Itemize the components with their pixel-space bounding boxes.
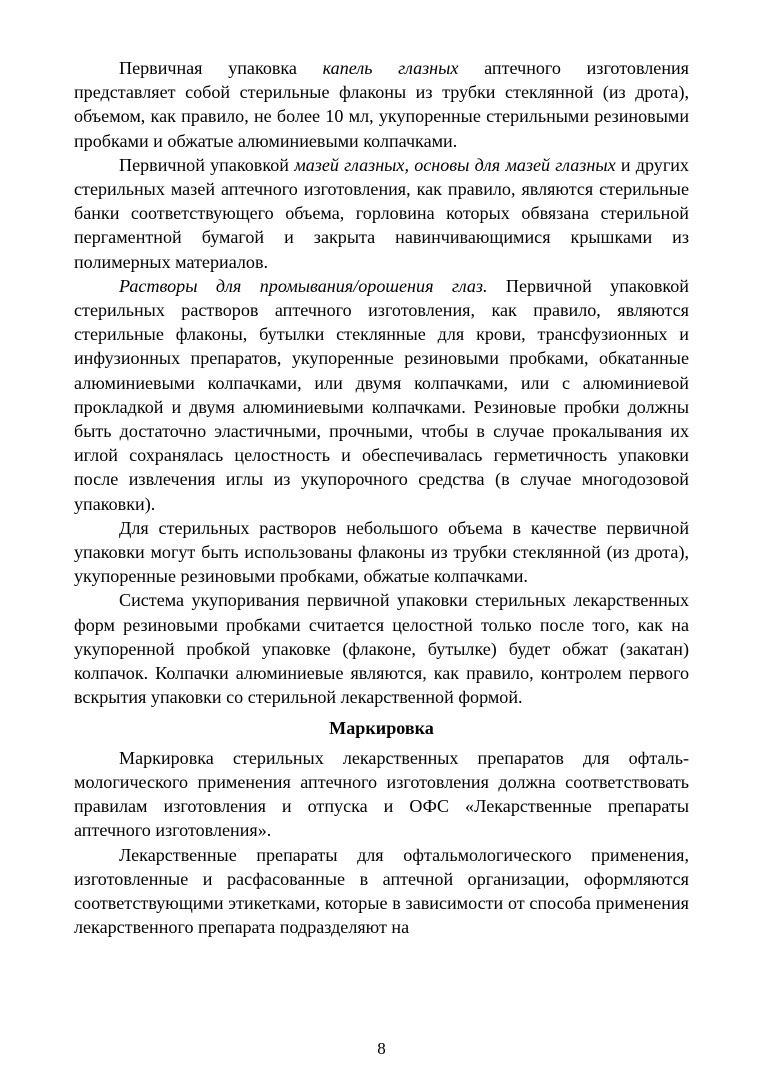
paragraph-eye-drops-packaging [74, 56, 689, 153]
paragraph-text: Первичной упаковкой [119, 154, 295, 175]
paragraph-text: аптечного изготовления представляет собой стерильные флаконы из трубки стеклянной (из дрота), объемом, как правило, не более 10 мл, укупоренные стерильными резиновыми пробками и обжатые алюминиевыми колпачками. [74, 58, 690, 151]
paragraph-closure-system [74, 588, 689, 709]
emphasized-term: капель глазных [322, 58, 459, 78]
paragraph-eye-wash-solutions [74, 274, 689, 516]
paragraph-text: Первичной упаковкой стерильных растворов аптечного изготовления, как правило, являются стерильные флаконы, бутылки стеклянные для крови, трансфузионных и инфузионных препаратов, укупоренные резиновыми пробками, обкатанные алюминиевыми колпачками, или двумя колпачками, или с алюминиевой прокладкой и двумя алюминиевыми колпачками. Резиновые пробки должны быть достаточно эластичными, прочными, чтобы в случае прокалывания их иглой сохранялась целостность и обеспечивалась герметичность упаковки после извлечения иглы из укупорочного средства (в случае многодозовой упаковки). [74, 275, 689, 514]
section-heading-labeling: Маркировка [329, 718, 434, 739]
paragraph-labeling-labels: Лекарственные препараты для офтальмологического применения, изготовленные и расфасованные в аптечной организации, оформляются соответствующими этикетками, которые в зависимости от способа применения лекарственного препарата подразделяют на [74, 844, 689, 938]
page-body [74, 56, 689, 939]
paragraph-text: Система укупоривания первичной упаковки стерильных лекарственных форм резиновыми пробками считается целостной только после того, как на укупоренной пробкой упаковке (флаконе, бутылке) будет обжат (закатан) колпачок. Колпачки алюминиевые являются, как правило, контролем первого вскрытия упаковки со стерильной лекарственной формой. [74, 590, 689, 708]
paragraph-small-volume-solutions [74, 516, 689, 589]
paragraph-eye-ointments-packaging [74, 153, 689, 274]
paragraph-labeling-rules: Маркировка стерильных лекарственных препаратов для офтальмологического применения аптечного изготовления должна соответствовать правилам изготовления и отпуска и ОФС «Лекарственные препараты аптечного изготовления». [74, 747, 689, 841]
page-number: 8 [377, 1039, 386, 1058]
paragraph-text: Первичная упаковка [119, 58, 323, 78]
paragraph-text: Для стерильных растворов небольшого объема в качестве первичной упаковки могут быть использованы флаконы из трубки стеклянной (из дрота), укупоренные резиновыми пробками, обжатые колпачками. [74, 517, 689, 587]
emphasized-term: Растворы для промывания/орошения глаз. [119, 275, 488, 296]
paragraph-text: и других стерильных мазей аптечного изготовления, как правило, являются стерильные банки соответствующего объема, горловина которых обвязана стерильной пергаментной бумагой и закрыта навинчивающимися крышками из полимерных материалов. [74, 154, 689, 272]
emphasized-term: мазей глазных, основы для мазей глазных [294, 154, 616, 175]
